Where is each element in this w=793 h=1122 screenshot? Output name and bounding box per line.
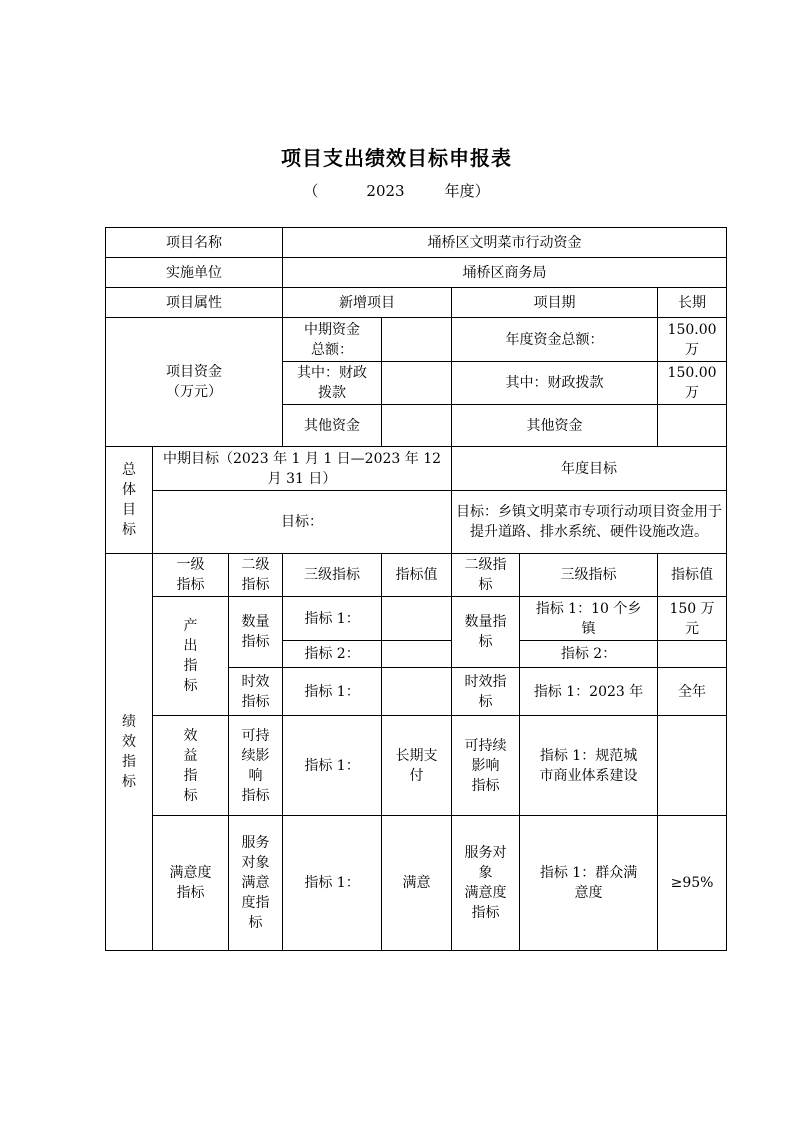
quantity-mid-value-2: [382, 641, 452, 668]
page-title: 项目支出绩效目标申报表: [281, 146, 512, 170]
quantity-mid-metric-2: 指标 2：: [283, 641, 382, 668]
header-level1: 一级 指标: [153, 554, 229, 597]
annual-other-value: [658, 405, 727, 447]
quantity-annual-metric-2: 指标 2：: [520, 641, 658, 668]
sustainability-annual-metric-1: 指标 1：规范城 市商业体系建设: [520, 716, 658, 816]
header-level2: 二级 指标: [229, 554, 283, 597]
quantity-annual-value-1: 150 万 元: [658, 597, 727, 641]
benefit-indicator-label: 效 益 指 标: [153, 716, 229, 816]
mid-term-total-value: [382, 318, 452, 362]
project-fund-label: 项目资金 （万元）: [106, 318, 283, 447]
service-satisfaction-label-annual: 服务对 象 满意度 指标: [452, 816, 520, 951]
satisfaction-annual-value-1: ≥95%: [658, 816, 727, 951]
timeliness-mid-value-1: [382, 668, 452, 716]
timeliness-mid-metric-1: 指标 1：: [283, 668, 382, 716]
satisfaction-mid-value-1: 满意: [382, 816, 452, 951]
annual-goal-header: 年度目标: [452, 447, 727, 491]
annual-goal-text: 目标：乡镇文明菜市专项行动项目资金用于提升道路、排水系统、硬件设施改造。: [452, 491, 727, 554]
implementing-unit-label: 实施单位: [106, 258, 283, 288]
timeliness-indicator-label-annual: 时效指 标: [452, 668, 520, 716]
performance-indicator-label: 绩 效 指 标: [106, 554, 153, 951]
annual-other-label: 其他资金: [452, 405, 658, 447]
satisfaction-indicator-label: 满意度 指标: [153, 816, 229, 951]
subtitle-year: 2023: [366, 182, 405, 200]
sustainability-annual-value-1: [658, 716, 727, 816]
quantity-indicator-label: 数量 指标: [229, 597, 283, 668]
header-level3: 三级指标: [283, 554, 382, 597]
output-indicator-label: 产 出 指 标: [153, 597, 229, 716]
sustainability-mid-metric-1: 指标 1：: [283, 716, 382, 816]
project-attribute-label: 项目属性: [106, 288, 283, 318]
quantity-annual-value-2: [658, 641, 727, 668]
header-level3-annual: 三级指标: [520, 554, 658, 597]
service-satisfaction-label: 服务 对象 满意 度指 标: [229, 816, 283, 951]
project-period-value: 长期: [658, 288, 727, 318]
mid-term-fiscal-value: [382, 362, 452, 405]
mid-term-other-value: [382, 405, 452, 447]
project-name-label: 项目名称: [106, 228, 283, 258]
header-value: 指标值: [382, 554, 452, 597]
annual-fiscal-label: 其中：财政拨款: [452, 362, 658, 405]
implementing-unit-value: 埇桥区商务局: [283, 258, 727, 288]
quantity-mid-metric-1: 指标 1：: [283, 597, 382, 641]
fiscal-year-line: [0, 180, 793, 201]
timeliness-annual-value-1: 全年: [658, 668, 727, 716]
sustainability-mid-value-1: 长期支 付: [382, 716, 452, 816]
header-level2-annual: 二级指 标: [452, 554, 520, 597]
mid-term-fiscal-label: 其中：财政 拨款: [283, 362, 382, 405]
sustainability-indicator-label-annual: 可持续 影响 指标: [452, 716, 520, 816]
mid-term-other-label: 其他资金: [283, 405, 382, 447]
performance-target-table: [105, 227, 727, 951]
header-value-annual: 指标值: [658, 554, 727, 597]
quantity-indicator-label-annual: 数量指 标: [452, 597, 520, 668]
quantity-annual-metric-1: 指标 1：10 个乡 镇: [520, 597, 658, 641]
timeliness-annual-metric-1: 指标 1：2023 年: [520, 668, 658, 716]
overall-goal-label: 总 体 目 标: [106, 447, 153, 554]
annual-total-label: 年度资金总额：: [452, 318, 658, 362]
annual-fiscal-value: 150.00 万: [658, 362, 727, 405]
annual-total-value: 150.00 万: [658, 318, 727, 362]
mid-term-total-label: 中期资金 总额：: [283, 318, 382, 362]
mid-term-goal-text: 目标：: [153, 491, 452, 554]
subtitle-open-paren: （: [303, 182, 319, 200]
sustainability-indicator-label: 可持 续影 响 指标: [229, 716, 283, 816]
project-attribute-value: 新增项目: [283, 288, 452, 318]
quantity-mid-value-1: [382, 597, 452, 641]
satisfaction-mid-metric-1: 指标 1：: [283, 816, 382, 951]
mid-term-goal-header: 中期目标（2023 年 1 月 1 日—2023 年 12 月 31 日）: [153, 447, 452, 491]
project-period-label: 项目期: [452, 288, 658, 318]
satisfaction-annual-metric-1: 指标 1：群众满 意度: [520, 816, 658, 951]
project-name-value: 埇桥区文明菜市行动资金: [283, 228, 727, 258]
timeliness-indicator-label: 时效 指标: [229, 668, 283, 716]
subtitle-year-suffix: 年度）: [444, 182, 490, 200]
